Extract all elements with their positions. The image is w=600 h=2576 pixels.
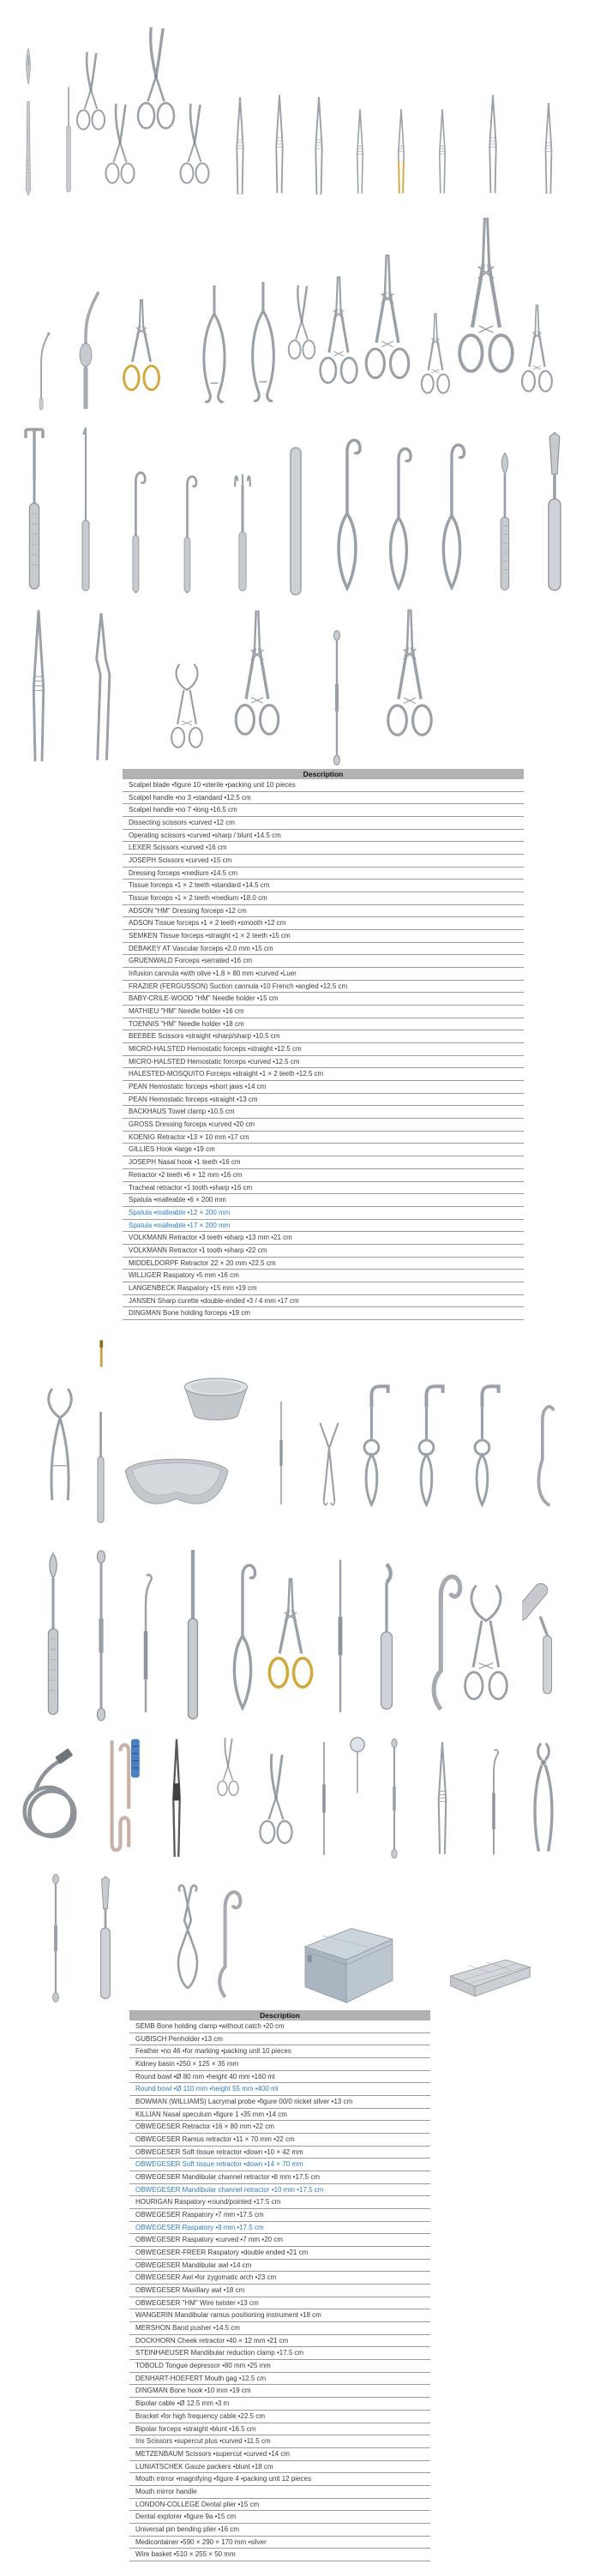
- table-row: LUNIATSCHEK Gauze packers •blunt •18 cm: [129, 2461, 430, 2474]
- instrument-row-7: [0, 1732, 600, 1864]
- table-2-body: [129, 2021, 430, 2561]
- bracket-high-frequency-image: [112, 1739, 140, 1851]
- table-row: Infusion cannula •with olive •1.8 × 80 mm •curved •Luer: [123, 968, 524, 981]
- langenbeck-raspatory-image: [549, 433, 561, 591]
- lexer-scissors-image: [138, 27, 174, 129]
- jansen-sharp-curette-image: [333, 631, 339, 766]
- dingman-bone-hook-image: [219, 1892, 240, 1997]
- adson-dressing-forceps-image: [357, 110, 363, 194]
- table-row: OBWEGESER Ramus retractor •11 × 70 mm •22 cm: [129, 2134, 430, 2147]
- scalpel-blade-image: [27, 49, 31, 85]
- table-row: WANGERIN Mandibular ramus positioning instrument •18 cm: [129, 2309, 430, 2322]
- gross-dressing-forceps-image: [236, 610, 279, 734]
- table-row: TOENNIS "HM" Needle holder •18 cm: [123, 1018, 524, 1031]
- micro-halsted-forceps-straight-image: [321, 276, 357, 382]
- gruenwald-forceps-image: [546, 103, 552, 194]
- baby-crile-wood-needle-holder-image: [124, 299, 159, 390]
- description-table-1: [123, 769, 524, 1320]
- table-row: HALESTED-MOSQUITO Forceps •straight •1 × 2 teeth •12.5 cm: [123, 1068, 524, 1081]
- killian-nasal-speculum-image: [320, 1423, 338, 1505]
- halsted-mosquito-forceps-image: [422, 313, 449, 393]
- obwegeser-soft-tissue-retractor-image: [475, 1386, 499, 1504]
- table-row: Dental explorer •figure 9a •15 cm: [129, 2511, 430, 2524]
- obwegeser-ramus-retractor-image: [419, 1386, 443, 1504]
- table-2-header: Description: [129, 2010, 430, 2021]
- instrument-row-2: [0, 206, 600, 416]
- malleable-spatula-image: [291, 447, 301, 595]
- koenig-retractor-image: [26, 429, 43, 589]
- table-row: OBWEGESER Mandibular awl •14 cm: [129, 2260, 430, 2273]
- obwegeser-raspatory-image: [97, 1551, 105, 1720]
- instrument-row-1: [0, 7, 600, 202]
- table-row: METZENBAUM Scissors •supercut •curved •14 cm: [129, 2448, 430, 2461]
- volkmann-retractor-1-tooth-image: [391, 449, 411, 588]
- table-row: VOLKMANN Retractor •1 tooth •sharp •22 cm: [123, 1245, 524, 1258]
- table-row: JOSEPH Nasal hook •1 teeth •16 cm: [123, 1156, 524, 1169]
- joseph-nasal-hook-image: [133, 472, 145, 592]
- description-table-2: [129, 2010, 430, 2561]
- obwegeser-channel-retractor-image: [381, 1564, 393, 1709]
- table-row: Medicontainer •590 × 290 × 170 mm •silver: [129, 2537, 430, 2549]
- scalpel-handle-no7-image: [67, 87, 71, 193]
- table-row: Universal pin bending plier •16 cm: [129, 2524, 430, 2537]
- table-row: GUBISCH Penholder •13 cm: [129, 2033, 430, 2046]
- obwegeser-wire-twister-image: [269, 1578, 311, 1687]
- table-row: Mouth mirror handle: [129, 2486, 430, 2499]
- wangerin-instrument-image: [53, 1875, 59, 2003]
- table-row: OBWEGESER-FREER Raspatory •double ended •21 cm: [129, 2247, 430, 2260]
- denhart-hoefert-mouth-gag-image: [178, 1885, 197, 1988]
- dressing-forceps-image: [237, 97, 243, 195]
- dissecting-scissors-image: [77, 52, 105, 129]
- table-row: OBWEGESER Raspatory •7 mm •17.5 cm: [129, 2209, 430, 2222]
- adson-tissue-forceps-image: [399, 110, 404, 194]
- instrument-row-6: [0, 1540, 600, 1726]
- table-row: BOWMAN (WILLIAMS) Lacrymal probe •figure 00/0 nickel silver •13 cm: [129, 2096, 430, 2109]
- table-row: LANGENBECK Raspatory •15 mm •19 cm: [123, 1282, 524, 1295]
- table-row: Scalpel handle •no 7 •long •16.5 cm: [123, 804, 524, 817]
- table-row: MIDDELDORPF Retractor 22 × 20 mm •22.5 cm: [123, 1258, 524, 1270]
- table-row: WILLIGER Raspatory •5 mm •16 cm: [123, 1270, 524, 1282]
- table-row: Spatula •malleable •6 × 200 mm: [123, 1194, 524, 1207]
- mouth-mirror-image: [351, 1738, 364, 1793]
- tobold-tongue-depressor-image: [512, 1581, 551, 1694]
- table-row: MATHIEU "HM" Needle holder •16 cm: [123, 1006, 524, 1018]
- table-row: OBWEGESER Soft tissue retractor •down •10 × 42 mm: [129, 2147, 430, 2159]
- table-row: Kidney basin •250 × 125 × 35 mm: [129, 2058, 430, 2071]
- soft-tissue-retractor-curved-image: [538, 1407, 553, 1505]
- tracheal-retractor-image: [235, 474, 250, 591]
- table-row: Tissue forceps •1 × 2 teeth •medium •18.0 cm: [123, 892, 524, 905]
- instrument-row-8: [0, 1869, 600, 2008]
- table-row: Retractor •2 teeth •6 × 12 mm •16 cm: [123, 1169, 524, 1182]
- table-row: LEXER Scissors •curved •16 cm: [123, 842, 524, 855]
- table-row: KILLIAN Nasal speculum •figure 1 •35 mm •14 cm: [129, 2109, 430, 2122]
- table-row: Tracheal retractor •1 tooth •sharp •16 cm: [123, 1182, 524, 1195]
- medicontainer-image: [305, 1929, 393, 2003]
- table-row: OBWEGESER Raspatory •9 mm •17.5 cm: [129, 2222, 430, 2235]
- table-row: OBWEGESER Raspatory •curved •7 mm •20 cm: [129, 2234, 430, 2247]
- obwegeser-retractor-image: [364, 1386, 388, 1504]
- tissue-forceps-standard-image: [276, 95, 282, 193]
- beebee-scissors-image: [289, 285, 315, 359]
- table-row: GROSS Dressing forceps •curved •20 cm: [123, 1119, 524, 1132]
- table-row: BABY-CRILE-WOOD "HM" Needle holder •15 cm: [123, 993, 524, 1006]
- obwegeser-freer-raspatory-image: [189, 1550, 198, 1719]
- table-row: Feather •no 46 •for marking •packing unit 10 pieces: [129, 2045, 430, 2058]
- semken-tissue-forceps-image: [440, 110, 445, 194]
- williger-raspatory-image: [501, 453, 509, 590]
- tissue-forceps-image: [33, 610, 44, 761]
- volkmann-retractor-3-teeth-image: [339, 440, 360, 588]
- table-row: OBWEGESER Maxillary awl •18 cm: [129, 2285, 430, 2297]
- luniatschek-gauze-packer-image: [392, 1739, 397, 1858]
- round-bowl-image: [184, 1378, 247, 1420]
- table-row: Round bowl •Ø 80 mm •height 40 mm •160 ml: [129, 2071, 430, 2084]
- bipolar-cable-image: [25, 1748, 75, 1836]
- gillies-hook-image: [82, 428, 89, 591]
- table-row: Bracket •for high frequency cable •22.5 cm: [129, 2411, 430, 2423]
- metzenbaum-scissors-image: [260, 1754, 291, 1843]
- table-1-body: [123, 779, 524, 1320]
- table-row: BACKHAUS Towel clamp •10.5 cm: [123, 1106, 524, 1119]
- mathieu-needle-holder-image: [204, 285, 225, 402]
- instrument-row-3: [0, 422, 600, 598]
- infusion-cannula-image: [39, 333, 50, 410]
- pean-forceps-short-jaws-image: [459, 218, 513, 371]
- table-row: JANSEN Sharp curette •double-ended •3 / 4 mm •17 cm: [123, 1295, 524, 1308]
- joseph-scissors-image: [181, 104, 209, 183]
- college-forceps-image: [439, 1742, 447, 1854]
- table-row: OBWEGESER Mandibular channel retractor •8 mm •17.5 cm: [129, 2171, 430, 2184]
- middeldorpf-retractor-image: [443, 445, 464, 587]
- table-row: Tissue forceps •1 × 2 teeth •standard •14.5 cm: [123, 880, 524, 892]
- micro-halsted-forceps-curved-image: [366, 255, 409, 378]
- table-row: ADSON "HM" Dressing forceps •12 cm: [123, 905, 524, 918]
- instrument-row-4: [0, 604, 600, 767]
- pean-forceps-straight-image: [522, 304, 552, 391]
- table-row: LONDON-COLLEGE Dental plier •15 cm: [129, 2499, 430, 2512]
- table-row: HOURIGAN Raspatory •round/pointed •17.5 cm: [129, 2196, 430, 2209]
- table-row: GILLIES Hook •large •19 cm: [123, 1144, 524, 1156]
- dingman-bone-holding-forceps-image: [388, 609, 431, 736]
- table-row: ADSON Tissue forceps •1 × 2 teeth •smooth •12 cm: [123, 917, 524, 930]
- table-row: SEMKEN Tissue forceps •straight •1 × 2 teeth •15 cm: [123, 930, 524, 943]
- table-row: DINGMAN Bone holding forceps •19 cm: [123, 1307, 524, 1320]
- wire-basket-image: [451, 1960, 531, 1997]
- dental-explorer-image: [494, 1750, 498, 1854]
- gruenwald-bayonet-forceps-image: [97, 613, 110, 760]
- pin-bending-plier-image: [101, 1876, 111, 1999]
- table-row: Bipolar cable •Ø 12.5 mm •3 m: [129, 2398, 430, 2411]
- table-row: BEEBEE Scissors •straight •sharp/sharp •10.5 cm: [123, 1030, 524, 1043]
- table-row: Round bowl •Ø 110 mm •height 55 mm •400 ml: [129, 2083, 430, 2096]
- table-row: Iris Scissors •supercut plus •curved •11.5 cm: [129, 2435, 430, 2448]
- table-row: STEINHAEUSER Mandibular reduction clamp •17.5 cm: [129, 2347, 430, 2360]
- table-row: PEAN Hemostatic forceps •short jaws •14 cm: [123, 1081, 524, 1094]
- iris-scissors-image: [218, 1738, 238, 1795]
- operating-scissors-image: [106, 104, 135, 183]
- table-row: Scalpel handle •no 3 •standard •12.5 cm: [123, 792, 524, 805]
- table-row: MICRO-HALSTED Hemostatic forceps •straight •12.5 cm: [123, 1043, 524, 1056]
- backhaus-towel-clamp-image: [171, 664, 202, 748]
- obwegeser-mandibular-awl-image: [234, 1565, 255, 1708]
- table-row: OBWEGESER Retractor •16 × 80 mm •22 cm: [129, 2121, 430, 2134]
- table-row: DEBAKEY AT Vascular forceps •2.0 mm •15 cm: [123, 943, 524, 956]
- table-row: Scalpel blade •figure 10 •sterile •packing unit 10 pieces: [123, 779, 524, 792]
- hourigan-raspatory-image: [48, 1553, 57, 1714]
- table-row: Mouth mirror •magnifying •figure 4 •packing unit 12 pieces: [129, 2473, 430, 2486]
- table-row: Spatula •malleable •12 × 200 mm: [123, 1207, 524, 1220]
- table-row: Spatula •malleable •17 × 200 mm: [123, 1220, 524, 1233]
- table-row: Operating scissors •curved •sharp / blunt •14.5 cm: [123, 830, 524, 843]
- table-row: MICRO-HALSTED Hemostatic forceps •curved •12.5 cm: [123, 1056, 524, 1069]
- instrument-row-5: [0, 1334, 600, 1531]
- table-row: DINGMAN Bone hook •10 mm •19 cm: [129, 2385, 430, 2398]
- toennis-needle-holder-image: [253, 282, 274, 401]
- scalpel-handle-no3-image: [26, 101, 30, 195]
- table-row: DENHART-HOEFERT Mouth gag •12.5 cm: [129, 2373, 430, 2386]
- table-row: MERSHON Band pusher •14.5 cm: [129, 2322, 430, 2335]
- table-1-header: Description: [123, 769, 524, 779]
- table-row: OBWEGESER "HM" Wire twister •13 cm: [129, 2297, 430, 2310]
- table-row: FRAZIER (FERGUSSON) Suction cannula •10 French •angled •12.5 cm: [123, 981, 524, 994]
- steinhaeuser-reduction-clamp-image: [465, 1585, 507, 1699]
- table-row: Dressing forceps •medium •14.5 cm: [123, 868, 524, 880]
- tissue-forceps-medium-image: [315, 97, 321, 195]
- table-row: TOBOLD Tongue depressor •80 mm •25 mm: [129, 2360, 430, 2373]
- bipolar-forceps-image: [173, 1739, 180, 1857]
- table-row: Bipolar forceps •straight •blunt •16.5 cm: [129, 2423, 430, 2436]
- table-row: SEMB Bone holding clamp •without catch •20 cm: [129, 2021, 430, 2033]
- two-teeth-retractor-image: [184, 477, 196, 593]
- table-row: OBWEGESER Awl •for zygomatic arch •23 cm: [129, 2272, 430, 2285]
- frazier-suction-cannula-image: [80, 292, 99, 410]
- debakey-vascular-forceps-image: [489, 95, 495, 193]
- table-row: Dissecting scissors •curved •12 cm: [123, 817, 524, 830]
- table-row: KOENIG Retractor •13 × 10 mm •17 cm: [123, 1132, 524, 1144]
- semb-bone-holding-clamp-image: [49, 1389, 72, 1500]
- table-row: GRUENWALD Forceps •serrated •16 cm: [123, 955, 524, 968]
- dockhorn-cheek-retractor-image: [434, 1576, 460, 1709]
- gubisch-penholder-image: [98, 1412, 104, 1522]
- table-row: Wire basket •510 × 255 × 50 mm: [129, 2549, 430, 2561]
- table-row: OBWEGESER Mandibular channel retractor •10 mm •17.5 cm: [129, 2184, 430, 2197]
- kidney-basin-image: [125, 1459, 228, 1504]
- obwegeser-raspatory-curved-image: [146, 1575, 152, 1713]
- london-college-dental-plier-image: [535, 1744, 552, 1852]
- table-row: VOLKMANN Retractor •3 teeth •sharp •13 mm •21 cm: [123, 1232, 524, 1245]
- table-row: OBWEGESER Soft tissue retractor •down •14 × 70 mm: [129, 2159, 430, 2171]
- table-row: DOCKHORN Cheek retractor •40 × 12 mm •21 cm: [129, 2335, 430, 2348]
- table-row: PEAN Hemostatic forceps •straight •13 cm: [123, 1094, 524, 1107]
- table-row: JOSEPH Scissors •curved •15 cm: [123, 855, 524, 868]
